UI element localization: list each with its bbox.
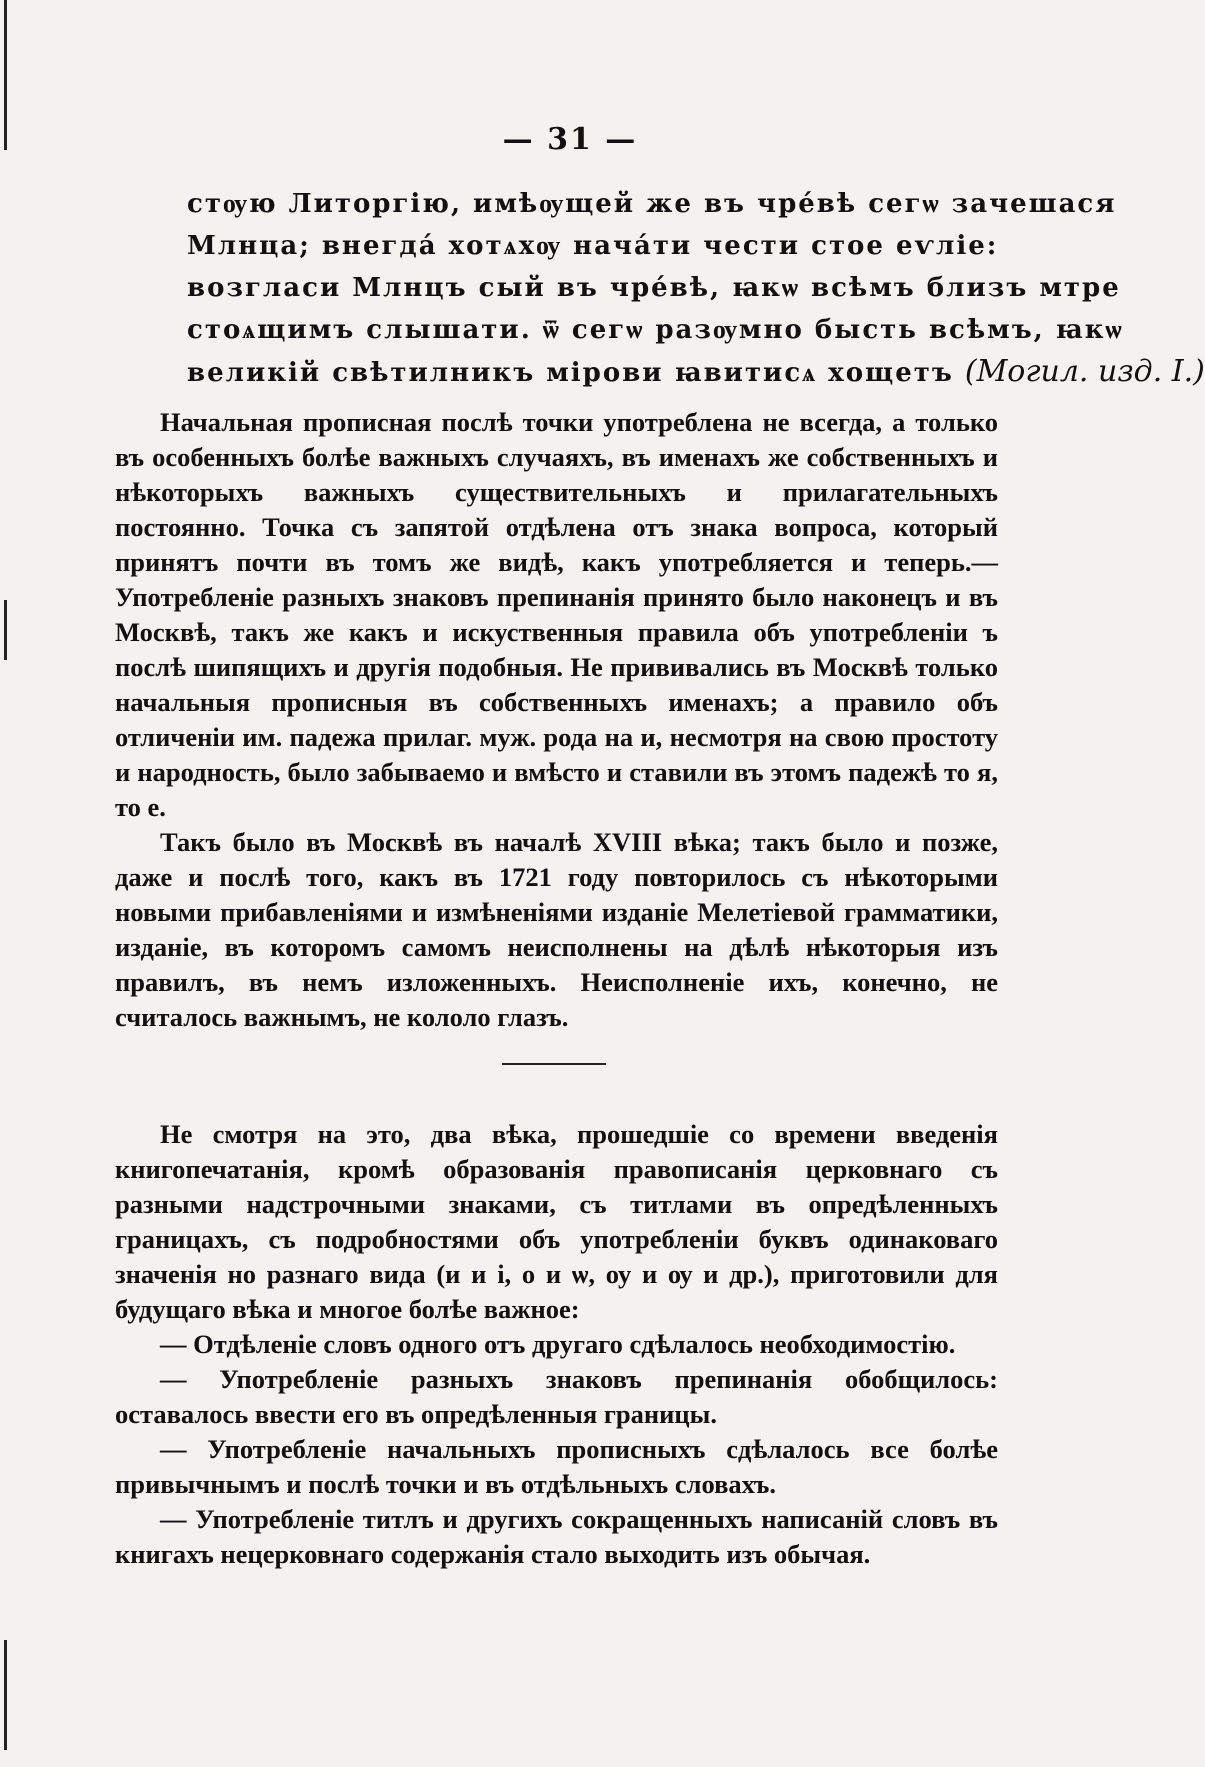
dash-list-item: — Употребленіе разныхъ знаковъ препинанія обобщилось: оставалось ввести его въ опредѣленныя границы.: [115, 1364, 998, 1429]
dash-list-item: — Употребленіе начальныхъ прописныхъ сдѣлалось все болѣе привычнымъ и послѣ точки и въ отдѣльныхъ словахъ.: [115, 1434, 998, 1499]
scan-edge-mark: [4, 600, 7, 660]
slavonic-last-line: [187, 351, 1205, 394]
page-number: — 31 —: [502, 122, 638, 157]
scan-edge-mark: [4, 1640, 7, 1750]
section-divider: [502, 1063, 606, 1065]
main-text-block-1: [115, 405, 998, 1035]
main-text-block-2: [115, 1117, 998, 1572]
slavonic-line: великій свѣтилникъ мірови ꙗвитисѧ хощетъ: [187, 358, 954, 388]
dash-list-item: — Употребленіе титлъ и другихъ сокращенныхъ написаній словъ въ книгахъ нецерковнаго содержанія стало выходить изъ обычая.: [115, 1504, 998, 1569]
paragraph: Начальная прописная послѣ точки употреблена не всегда, а только въ особенныхъ болѣе важныхъ случаяхъ, въ именахъ же собственныхъ и нѣкоторыхъ важныхъ существительныхъ и прилагательныхъ постоянно. Точка съ запятой отдѣлена отъ знака вопроса, который принятъ почти въ томъ же видѣ, какъ употребляется и теперь.—Употребленіе разныхъ знаковъ препинанія принято было наконецъ и въ Москвѣ, такъ же какъ и искуственныя правила объ употребленіи ъ послѣ шипящихъ и другія подобныя. Не прививались въ Москвѣ только начальныя прописныя въ собственныхъ именахъ; а правило объ отличеніи им. падежа прилаг. муж. рода на и, несмотря на свою простоту и народность, было забываемо и вмѣсто и ставили въ этомъ падежѣ то я, то е.: [115, 407, 998, 822]
source-citation: (Могил. изд. I.): [964, 354, 1205, 389]
slavonic-line: Млнца; внегдá хотѧхѹ начáти чести стое еѵліе:: [187, 231, 999, 261]
church-slavonic-quote: [187, 183, 1205, 394]
slavonic-line: возгласи Млнцъ сый въ чрéвѣ, ꙗкѡ всѣмъ близъ мтре: [187, 273, 1121, 303]
slavonic-line: стѹю Литоргію, имѣѹщей же въ чрéвѣ сегѡ зачешася: [187, 189, 1117, 219]
dash-list-item: — Отдѣленіе словъ одного отъ другаго сдѣлалось необходимостію.: [160, 1329, 956, 1359]
paragraph: Такъ было въ Москвѣ въ началѣ XVIII вѣка; такъ было и позже, даже и послѣ того, какъ въ 1721 году повторилось съ нѣкоторыми новыми прибавленіями и измѣненіями изданіе Мелетіевой грамматики, изданіе, въ которомъ самомъ неисполнены на дѣлѣ нѣкоторыя изъ правилъ, въ немъ изложенныхъ. Неисполненіе ихъ, конечно, не считалось важнымъ, не кололо глазъ.: [115, 827, 998, 1032]
paragraph: Не смотря на это, два вѣка, прошедшіе со времени введенія книгопечатанія, кромѣ образованія правописанія церковнаго съ разными надстрочными знаками, съ титлами въ опредѣленныхъ границахъ, съ подробностями объ употребленіи буквъ одинаковаго значенія но разнаго вида (и и і, о и ѡ, оу и ѹ и др.), приготовили для будущаго вѣка и многое болѣе важное:: [115, 1119, 998, 1324]
slavonic-line: стоѧщимъ слышати. ѿ сегѡ разѹмно бысть всѣмъ, ꙗкѡ: [187, 315, 1124, 345]
